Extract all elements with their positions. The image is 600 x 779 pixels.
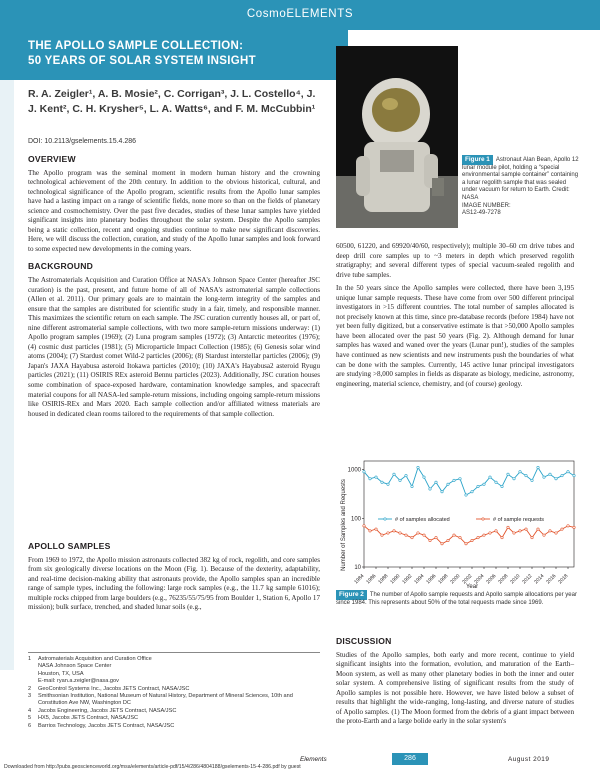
data-point bbox=[399, 479, 401, 481]
x-tick-label: 2002 bbox=[461, 573, 474, 586]
affiliation-6 bbox=[28, 723, 320, 730]
data-point bbox=[381, 481, 383, 483]
margin-strip bbox=[0, 80, 14, 670]
affiliation-line: Houston, TX, USA bbox=[38, 670, 84, 677]
data-point bbox=[477, 536, 479, 538]
data-point bbox=[435, 481, 437, 483]
affiliation-line: Astromaterials Acquisition and Curation Office bbox=[38, 656, 152, 662]
data-point bbox=[489, 476, 491, 478]
author-list: R. A. Zeigler¹, A. B. Mosie², C. Corrigan³, J. L. Costello⁴, J. J. Kent², C. H. Krysher⁵, L. A. Watts⁶, and F. M. McCubbin¹ bbox=[28, 88, 316, 115]
download-note[interactable]: Downloaded from http://pubs.geoscienceworld.org/msa/elements/article-pdf/15/4/286/4804188/gselements-15-4-286.pdf by guest bbox=[4, 764, 301, 770]
x-tick-label: 2010 bbox=[509, 573, 522, 586]
data-point bbox=[519, 471, 521, 473]
data-point bbox=[423, 534, 425, 536]
affiliation-line: Jacobs Engineering, Jacobs JETS Contract, NASA/JSC bbox=[38, 707, 177, 714]
data-point bbox=[435, 536, 437, 538]
data-point bbox=[495, 530, 497, 532]
figure2-chart bbox=[336, 455, 578, 590]
x-tick-label: 1990 bbox=[389, 573, 402, 586]
data-point bbox=[387, 483, 389, 485]
affiliation-line: GeoControl Systems Inc., Jacobs JETS Contract, NASA/JSC bbox=[38, 685, 190, 692]
journal-header bbox=[0, 0, 600, 30]
page-number: 286 bbox=[392, 753, 428, 765]
data-point bbox=[567, 525, 569, 527]
data-point bbox=[399, 532, 401, 534]
affiliation-2 bbox=[28, 686, 320, 693]
data-point bbox=[447, 539, 449, 541]
data-point bbox=[423, 476, 425, 478]
data-point bbox=[411, 536, 413, 538]
data-point bbox=[417, 466, 419, 468]
figure1-caption-text: Astronaut Alan Bean, Apollo 12 lunar module pilot, holding a “special environmental sample container” containing a lunar regolith sample that was sealed under vacuum for return to Earth. Credit: NASA bbox=[462, 157, 579, 201]
data-point bbox=[483, 483, 485, 485]
data-point bbox=[471, 491, 473, 493]
data-point bbox=[375, 528, 377, 530]
data-point bbox=[501, 536, 503, 538]
discussion-heading: DISCUSSION bbox=[336, 636, 392, 646]
apollo-samples-para2: In the 50 years since the Apollo samples were collected, there have been 3,195 unique lunar sample requests. These have come from over 500 different principal investigators in >15 different countries. The total number of samples allocated is not precisely known at this time, since pre-database records (before 1984) have not yet been fully digitized, but a conservative estimate is that >50,000 Apollo samples have been allocated over the past 50 years (Fig. 2). Although demand for lunar samples has waxed and waned over the years (Lunar pun!), studies of the samples have continued as new scientists and new instruments push the boundaries of what can be done with the samples. Currently, 145 active lunar principal investigators are studying >8,000 samples in fields as disparate as biology, medicine, astronomy, engineering, material science, chemistry, and (of course) geology. bbox=[336, 284, 574, 388]
data-point bbox=[363, 471, 365, 473]
data-point bbox=[471, 539, 473, 541]
data-point bbox=[519, 530, 521, 532]
apollo-samples-continued: 60500, 61220, and 69920/40/60, respectively); multiple 30–60 cm drive tubes and deep drill core samples up to ~3 meters in depth which preserved regolith stratigraphy; and several different types of special vacuum-sealed regolith and drive tube samples. bbox=[336, 242, 574, 279]
data-point bbox=[369, 477, 371, 479]
legend-marker bbox=[482, 518, 484, 520]
data-point bbox=[513, 532, 515, 534]
affiliation-num: 2 bbox=[28, 685, 32, 692]
affiliation-num: 4 bbox=[28, 707, 32, 714]
background-text: The Astromaterials Acquisition and Curation Office at NASA's Johnson Space Center (hereafter JSC curation) is the past, present, and future home of all of NASA's astromaterial sample collections (Allen et al. 2011). Our primary goals are to maintain the long-term integrity of the samples and ensure that the samples are distributed for scientific study in a fair, timely, and responsible manner. This maximizes the scientific return on each sample. The JSC curation currently houses all, or part of, nine different astromaterial sample collections, with two more sample-return missions underway: (1) Apollo program samples (1969); (2) Luna program samples (1972); (3) Antarctic meteorites (1976); (4) cosmic dust particles (1981); (5) Microparticle Impact Collection (1985); (6) Genesis solar wind atoms (2004); (7) Stardust comet Wild-2 particles (2006); (8) Stardust interstellar particles (2006); (9) Japan's JAXA Hayabusa asteroid Itokawa particles (2010); (10) JAXA's Hayabusa2 asteroid Ryugu particles (2021); (11) OSIRIS REx asteroid Bennu particles (2023). Additionally, JSC curation houses some combination of space-exposed hardware, contamination knowledge samples, and spacecraft material coupons for all NASA-led sample-return missions, including ongoing sample-return missions like OSIRIS-REx and Mars 2020. Each sample collection and/or affiliated witness materials are housed in dedicated clean rooms tailored to the requirements of that sample collection. bbox=[28, 276, 320, 418]
legend-marker bbox=[384, 518, 386, 520]
data-point bbox=[495, 481, 497, 483]
image-number: AS12-49-7278 bbox=[462, 210, 501, 217]
data-point bbox=[507, 526, 509, 528]
affiliation-5 bbox=[28, 715, 320, 722]
x-tick-label: 2014 bbox=[533, 573, 546, 586]
figure2-caption bbox=[336, 590, 578, 607]
data-point bbox=[441, 491, 443, 493]
discussion-section bbox=[336, 637, 574, 731]
x-tick-label: 1986 bbox=[365, 573, 378, 586]
figure1-photo bbox=[336, 46, 458, 228]
apollo-samples-section bbox=[28, 542, 320, 617]
data-point bbox=[543, 476, 545, 478]
article-title-line1: THE APOLLO SAMPLE COLLECTION: bbox=[28, 40, 244, 52]
data-point bbox=[453, 479, 455, 481]
figure1-label: Figure 1 bbox=[462, 155, 493, 165]
data-point bbox=[573, 474, 575, 476]
data-point bbox=[507, 473, 509, 475]
data-point bbox=[405, 534, 407, 536]
title-banner bbox=[0, 30, 348, 80]
legend-label: # of samples allocated bbox=[395, 517, 450, 523]
data-point bbox=[465, 494, 467, 496]
affiliation-1 bbox=[28, 656, 320, 686]
x-tick-label: 1988 bbox=[377, 573, 390, 586]
data-point bbox=[555, 532, 557, 534]
data-point bbox=[531, 479, 533, 481]
right-column-top bbox=[336, 242, 574, 393]
affiliation-line: HX5, Jacobs JETS Contract, NASA/JSC bbox=[38, 715, 139, 722]
data-point bbox=[459, 536, 461, 538]
affiliation-num: 1 bbox=[28, 656, 32, 662]
affiliation-email[interactable]: E-mail: ryan.a.zeigler@nasa.gov bbox=[38, 678, 119, 685]
x-tick-label: 2018 bbox=[557, 573, 570, 586]
affiliation-line: Smithsonian Institution, National Museum of Natural History, Department of Mineral Sciences, 10th and Constitution Ave NW, Washington DC bbox=[38, 693, 293, 707]
series-line-2 bbox=[364, 526, 574, 544]
figure1-caption bbox=[462, 155, 582, 218]
x-tick-label: 1984 bbox=[353, 573, 366, 586]
journal-name: CosmoELEMENTS bbox=[246, 8, 354, 20]
affiliation-num: 5 bbox=[28, 715, 32, 722]
affiliation-num: 3 bbox=[28, 693, 32, 700]
overview-heading: OVERVIEW bbox=[28, 154, 76, 164]
data-point bbox=[453, 534, 455, 536]
data-point bbox=[561, 528, 563, 530]
data-point bbox=[387, 532, 389, 534]
data-point bbox=[447, 483, 449, 485]
x-tick-label: 1998 bbox=[437, 573, 450, 586]
data-point bbox=[363, 525, 365, 527]
data-point bbox=[417, 532, 419, 534]
x-tick-label: 1992 bbox=[401, 573, 414, 586]
left-column bbox=[28, 155, 320, 423]
overview-text: The Apollo program was the seminal moment in modern human history and the crowning technological achievement of the 20th century. In addition to the obvious historical, cultural, and technological significance of the Apollo program, scientific results from the Apollo lunar samples have had a lasting impact on a range of scientific fields, none more so than on the fields of planetary science and cosmochemistry. Over the past five decades, studies of these lunar samples have yielded significant insights into planetary bodies throughout the solar system. Despite the Apollo samples being a static collection, recent and ongoing studies continue to make new significant discoveries. Here, we will discuss the collection, curation, and study of the Apollo lunar samples and look forward to some expected new developments in the coming years. bbox=[28, 168, 320, 253]
data-point bbox=[513, 477, 515, 479]
article-title-line2: 50 YEARS OF SOLAR SYSTEM INSIGHT bbox=[28, 55, 256, 67]
data-point bbox=[573, 526, 575, 528]
y-tick-label: 10 bbox=[354, 565, 361, 571]
series-line-1 bbox=[364, 468, 574, 495]
data-point bbox=[381, 534, 383, 536]
x-tick-label: 2000 bbox=[449, 573, 462, 586]
y-tick-label: 100 bbox=[350, 516, 361, 523]
x-tick-label: 1994 bbox=[413, 573, 426, 586]
data-point bbox=[567, 471, 569, 473]
affiliation-line: Barrios Technology, Jacobs JETS Contract, NASA/JSC bbox=[38, 722, 175, 729]
y-tick-label: 1000 bbox=[347, 467, 361, 474]
plot-frame bbox=[364, 461, 574, 567]
figure2-label: Figure 2 bbox=[336, 590, 367, 600]
data-point bbox=[537, 466, 539, 468]
data-point bbox=[561, 474, 563, 476]
discussion-text: Studies of the Apollo samples, both early and more recent, continue to yield significant insights into the formation, evolution, and maturation of the Earth–Moon system, as well as many other planetary bodies in both the inner and outer solar system. A comprehensive listing of significant results from the study of Apollo samples is not possible here. However, we have listed below a subset of results that highlight the wide-ranging, long-lasting, and diverse nature of studies of Apollo samples. (1) The Moon formed from the debris of a giant impact between the proto-Earth and a large bolide early in the solar system's bbox=[336, 650, 574, 726]
requests-allocations-line-chart bbox=[336, 455, 578, 590]
data-point bbox=[477, 485, 479, 487]
data-point bbox=[369, 530, 371, 532]
data-point bbox=[429, 539, 431, 541]
apollo-samples-text: From 1969 to 1972, the Apollo mission astronauts collected 382 kg of rock, regolith, and core samples from six geologically diverse locations on the Moon (Fig. 1). Because of the dexterity, adaptability, and real-time decision-making ability that astronauts provide, the Apollo samples span an incredible range of sample types, including the following: large rock samples (e.g., the 11.7 kg sample 61016); multiple rocks chipped from large boulders (e.g., 76235/55/75/95 from Boulder 1, Station 6, Apollo 17 mission); bulk surface, trenched, and shaded lunar soils (e.g., bbox=[28, 555, 320, 612]
x-tick-label: 1996 bbox=[425, 573, 438, 586]
data-point bbox=[549, 473, 551, 475]
x-tick-label: 2012 bbox=[521, 573, 534, 586]
astronaut-photo-illustration bbox=[336, 46, 458, 228]
affiliation-num: 6 bbox=[28, 722, 32, 729]
data-point bbox=[393, 473, 395, 475]
data-point bbox=[459, 477, 461, 479]
affiliations bbox=[28, 652, 320, 730]
x-tick-label: 2008 bbox=[497, 573, 510, 586]
figure2-caption-text: The number of Apollo sample requests and Apollo sample allocations per year since 1984. This represents about 50% of the total requests made since 1969. bbox=[336, 592, 577, 606]
affiliation-3 bbox=[28, 693, 320, 708]
background-heading: BACKGROUND bbox=[28, 261, 94, 272]
footer-date: August 2019 bbox=[508, 756, 550, 763]
x-tick-label: 2006 bbox=[485, 573, 498, 586]
data-point bbox=[549, 530, 551, 532]
x-tick-label: 2016 bbox=[545, 573, 558, 586]
data-point bbox=[489, 532, 491, 534]
image-number-label: IMAGE NUMBER: bbox=[462, 202, 511, 209]
data-point bbox=[411, 485, 413, 487]
data-point bbox=[393, 530, 395, 532]
apollo-samples-heading: APOLLO SAMPLES bbox=[28, 541, 111, 551]
affiliation-line: NASA Johnson Space Center bbox=[38, 663, 112, 670]
data-point bbox=[531, 536, 533, 538]
data-point bbox=[537, 528, 539, 530]
affiliation-text bbox=[38, 656, 152, 686]
x-tick-label: 2004 bbox=[473, 573, 486, 586]
x-axis-label: Year bbox=[465, 584, 479, 590]
data-point bbox=[543, 534, 545, 536]
legend-label: # of sample requests bbox=[493, 517, 545, 523]
data-point bbox=[465, 543, 467, 545]
data-point bbox=[441, 543, 443, 545]
data-point bbox=[525, 528, 527, 530]
data-point bbox=[555, 477, 557, 479]
data-point bbox=[429, 488, 431, 490]
data-point bbox=[483, 534, 485, 536]
data-point bbox=[375, 476, 377, 478]
data-point bbox=[525, 474, 527, 476]
data-point bbox=[405, 474, 407, 476]
footer-journal: Elements bbox=[300, 756, 327, 763]
affiliation-4 bbox=[28, 708, 320, 715]
y-axis-label: Number of Samples and Requests bbox=[341, 479, 347, 571]
doi[interactable]: DOI: 10.2113/gselements.15.4.286 bbox=[28, 138, 137, 145]
data-point bbox=[501, 485, 503, 487]
